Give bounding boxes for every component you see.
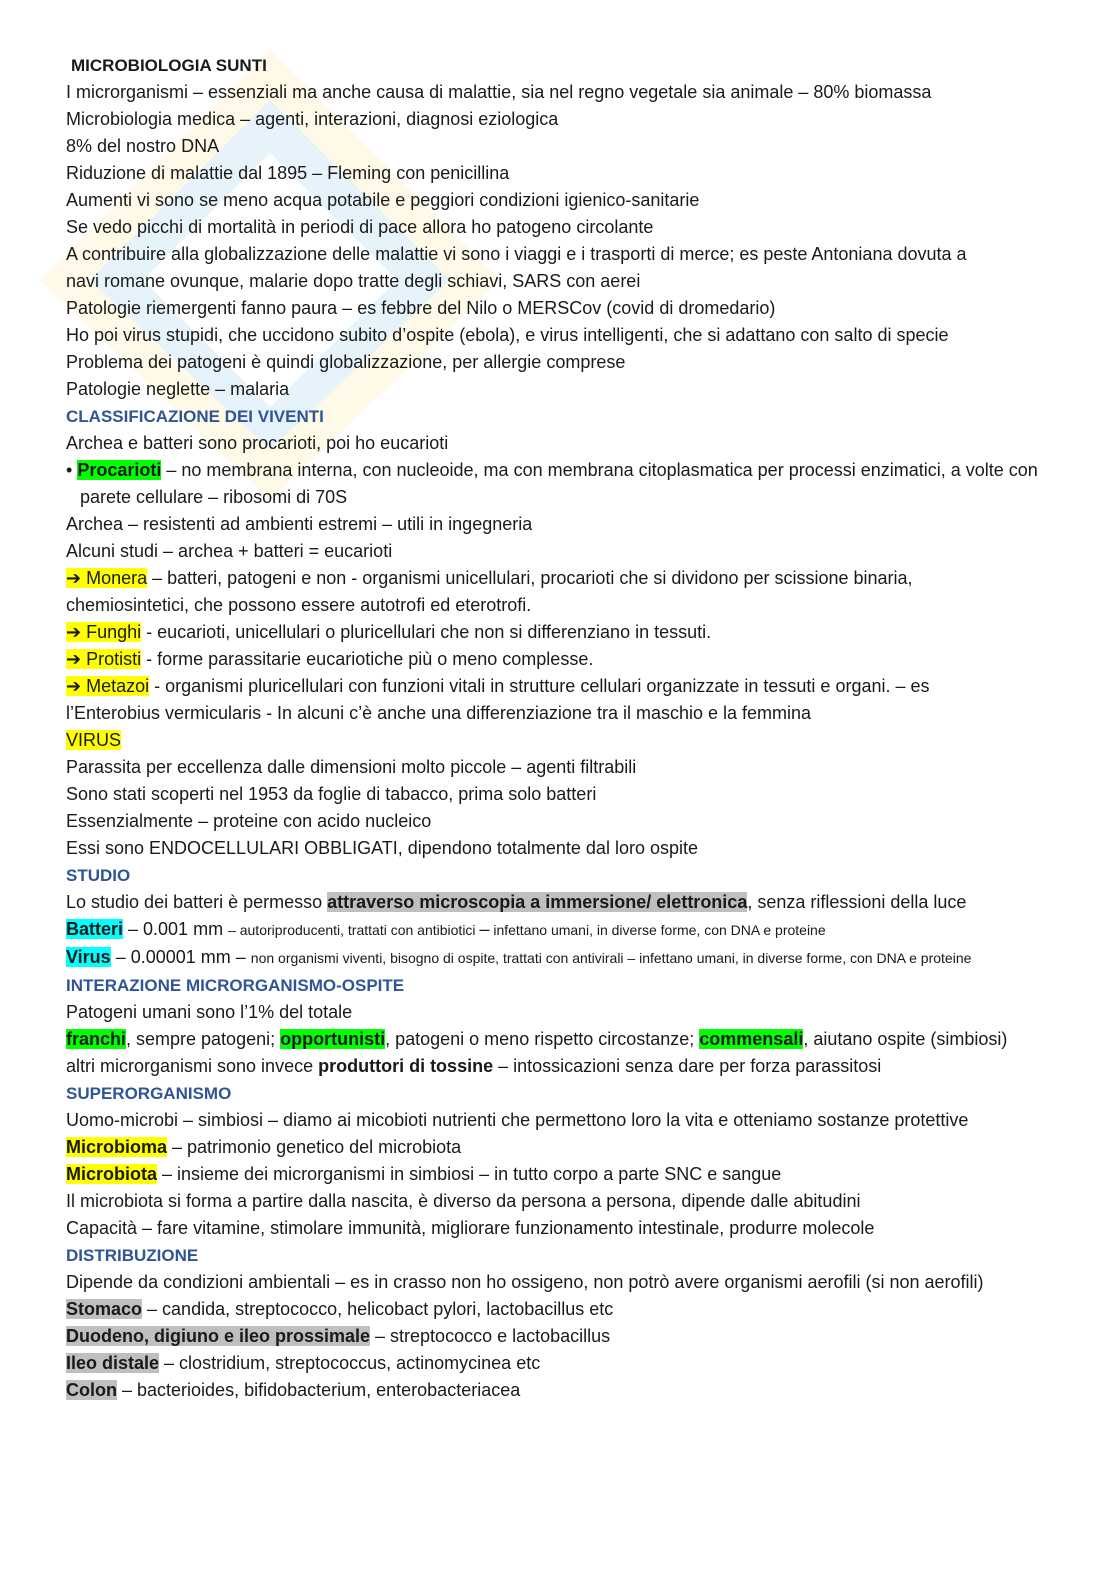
- term-microbioma: Microbioma: [66, 1137, 168, 1157]
- term-produttori-tossine: produttori di tossine: [318, 1056, 494, 1076]
- batteri-dash: –: [479, 919, 490, 939]
- intro-line: I microrganismi – essenziali ma anche causa di malattie, sia nel regno vegetale sia animale – 80% biomassa: [66, 82, 932, 102]
- term-duodeno: Duodeno, digiuno e ileo prossimale: [66, 1326, 371, 1346]
- term-commensali: commensali: [699, 1029, 804, 1049]
- intro-line: navi romane ovunque, malarie dopo tratte degli schiavi, SARS con aerei: [66, 271, 641, 291]
- metazoi-text: - organismi pluricellulari con funzioni vitali in strutture cellulari organizzate in tessuti e organi. – es: [149, 676, 930, 696]
- section-heading-virus: [66, 727, 1076, 754]
- distribuzione-item: [66, 1323, 1076, 1350]
- microbiota-line: [66, 1161, 1076, 1188]
- term-colon: Colon: [66, 1380, 117, 1400]
- batteri-size: – 0.001 mm: [123, 919, 229, 939]
- procarioti-text: – no membrana interna, con nucleoide, ma con membrana citoplasmatica per processi enzimatici, a volte con parete cellulare – ribosomi di 70S: [80, 460, 1038, 507]
- term-funghi: Funghi: [86, 622, 142, 642]
- term-ileo-distale: Ileo distale: [66, 1353, 160, 1373]
- section-heading-studio: STUDIO: [66, 866, 131, 885]
- document-page: [66, 52, 1076, 1404]
- classificazione-line: Alcuni studi – archea + batteri = eucarioti: [66, 541, 393, 561]
- virus-size-line: [66, 944, 1076, 972]
- virus-heading-highlight: VIRUS: [66, 730, 122, 750]
- duodeno-text: – streptococco e lactobacillus: [370, 1326, 611, 1346]
- section-heading-superorganismo: SUPERORGANISMO: [66, 1084, 232, 1103]
- studio-bold-highlight: attraverso microscopia a immersione/ elettronica: [327, 892, 748, 912]
- section-heading-distribuzione: DISTRIBUZIONE: [66, 1246, 199, 1265]
- intro-line: Patologie riemergenti fanno paura – es febbre del Nilo o MERSCov (covid di dromedario): [66, 298, 776, 318]
- microbiota-text: – insieme dei microrganismi in simbiosi – in tutto corpo a parte SNC e sangue: [157, 1164, 782, 1184]
- intro-line: Se vedo picchi di mortalità in periodi di pace allora ho patogeno circolante: [66, 217, 654, 237]
- batteri-note: – autoriproducenti, trattati con antibiotici: [228, 922, 480, 938]
- bullet-symbol: •: [66, 460, 73, 480]
- arrow-icon: ➔: [66, 622, 82, 642]
- virus-note: non organismi viventi, bisogno di ospite, trattati con antivirali – infettano umani, in diverse forme, con DNA e proteine: [250, 950, 972, 966]
- opportunisti-text: , patogeni o meno rispetto circostanze;: [385, 1029, 700, 1049]
- monera-line-2: chemiosintetici, che possono essere autotrofi ed eterotrofi.: [66, 595, 532, 615]
- section-heading-classificazione: CLASSIFICAZIONE DEI VIVENTI: [66, 407, 324, 426]
- intro-line: Problema dei patogeni è quindi globalizzazione, per allergie comprese: [66, 352, 626, 372]
- term-microbiota: Microbiota: [66, 1164, 158, 1184]
- arrow-icon: ➔: [66, 676, 82, 696]
- metazoi-line: [66, 673, 1076, 700]
- metazoi-line-2: l’Enterobius vermicularis - In alcuni c’è anche una differenziazione tra il maschio e la femmina: [66, 703, 812, 723]
- interazione-types-line: [66, 1026, 1076, 1053]
- studio-text-end: , senza riflessioni della luce: [747, 892, 967, 912]
- microbioma-line: [66, 1134, 1076, 1161]
- microbioma-text: – patrimonio genetico del microbiota: [167, 1137, 462, 1157]
- term-opportunisti: opportunisti: [280, 1029, 386, 1049]
- protisti-text: - forme parassitarie eucariotiche più o meno complesse.: [141, 649, 594, 669]
- term-stomaco: Stomaco: [66, 1299, 143, 1319]
- virus-line: Parassita per eccellenza dalle dimensioni molto piccole – agenti filtrabili: [66, 757, 637, 777]
- intro-line: Ho poi virus stupidi, che uccidono subito d’ospite (ebola), e virus intelligenti, che si adattano con salto di specie: [66, 325, 949, 345]
- batteri-line: [66, 916, 1076, 944]
- studio-text: Lo studio dei batteri è permesso: [66, 892, 328, 912]
- term-metazoi: Metazoi: [86, 676, 150, 696]
- term-monera: Monera: [86, 568, 148, 588]
- monera-text: – batteri, patogeni e non - organismi unicellulari, procarioti che si dividono per scissione binaria,: [147, 568, 913, 588]
- ileo-text: – clostridium, streptococcus, actinomycinea etc: [159, 1353, 541, 1373]
- term-protisti: Protisti: [86, 649, 142, 669]
- monera-line: [66, 565, 1076, 592]
- colon-text: – bacterioides, bifidobacterium, enterobacteriacea: [117, 1380, 521, 1400]
- distribuzione-item: [66, 1377, 1076, 1404]
- superorganismo-line: Capacità – fare vitamine, stimolare immunità, migliorare funzionamento intestinale, produrre molecole: [66, 1218, 875, 1238]
- distribuzione-item: [66, 1350, 1076, 1377]
- franchi-text: , sempre patogeni;: [126, 1029, 281, 1049]
- virus-size: – 0.00001 mm –: [110, 947, 251, 967]
- protisti-highlight: [66, 649, 141, 669]
- classificazione-line: Archea e batteri sono procarioti, poi ho eucarioti: [66, 433, 449, 453]
- section-heading-interazione: INTERAZIONE MICRORGANISMO-OSPITE: [66, 976, 405, 995]
- funghi-line: [66, 619, 1076, 646]
- virus-line: Sono stati scoperti nel 1953 da foglie di tabacco, prima solo batteri: [66, 784, 597, 804]
- commensali-text: , aiutano ospite (simbiosi): [803, 1029, 1008, 1049]
- superorganismo-line: Uomo-microbi – simbiosi – diamo ai micobioti nutrienti che permettono loro la vita e otteniamo sostanze protettive: [66, 1110, 969, 1130]
- batteri-note-2: infettano umani, in diverse forme, con DNA e proteine: [489, 922, 826, 938]
- distribuzione-line: Dipende da condizioni ambientali – es in crasso non ho ossigeno, non potrò avere organismi aerofili (si non aerofili): [66, 1272, 984, 1292]
- term-virus: Virus: [66, 947, 111, 967]
- funghi-text: - eucarioti, unicellulari o pluricellulari che non si differenziano in tessuti.: [141, 622, 712, 642]
- studio-line: [66, 889, 1076, 916]
- monera-highlight: [66, 568, 147, 588]
- virus-line: Essenzialmente – proteine con acido nucleico: [66, 811, 432, 831]
- intro-line: Patologie neglette – malaria: [66, 379, 290, 399]
- intro-line: Riduzione di malattie dal 1895 – Fleming con penicillina: [66, 163, 510, 183]
- arrow-icon: ➔: [66, 568, 82, 588]
- superorganismo-line: Il microbiota si forma a partire dalla nascita, è diverso da persona a persona, dipende dalle abitudini: [66, 1191, 861, 1211]
- funghi-highlight: [66, 622, 141, 642]
- protisti-line: [66, 646, 1076, 673]
- stomaco-text: – candida, streptococco, helicobact pylori, lactobacillus etc: [142, 1299, 614, 1319]
- term-franchi: franchi: [66, 1029, 127, 1049]
- intro-line: 8% del nostro DNA: [66, 136, 220, 156]
- tossine-post: – intossicazioni senza dare per forza parassitosi: [493, 1056, 882, 1076]
- term-batteri: Batteri: [66, 919, 124, 939]
- virus-line: Essi sono ENDOCELLULARI OBBLIGATI, dipendono totalmente dal loro ospite: [66, 838, 698, 858]
- intro-line: A contribuire alla globalizzazione delle malattie vi sono i viaggi e i trasporti di merce; es peste Antoniana dovuta a: [66, 244, 967, 264]
- document-title: MICROBIOLOGIA SUNTI: [71, 56, 267, 75]
- classificazione-line: Archea – resistenti ad ambienti estremi – utili in ingegneria: [66, 514, 533, 534]
- term-procarioti: Procarioti: [77, 460, 162, 480]
- bullet-procarioti: [66, 457, 1076, 511]
- distribuzione-item: [66, 1296, 1076, 1323]
- tossine-pre: altri microrganismi sono invece: [66, 1056, 319, 1076]
- arrow-icon: ➔: [66, 649, 82, 669]
- metazoi-highlight: [66, 676, 149, 696]
- intro-line: Aumenti vi sono se meno acqua potabile e peggiori condizioni igienico-sanitarie: [66, 190, 700, 210]
- interazione-line: Patogeni umani sono l’1% del totale: [66, 1002, 353, 1022]
- intro-line: Microbiologia medica – agenti, interazioni, diagnosi eziologica: [66, 109, 559, 129]
- interazione-line-3: [66, 1053, 1076, 1080]
